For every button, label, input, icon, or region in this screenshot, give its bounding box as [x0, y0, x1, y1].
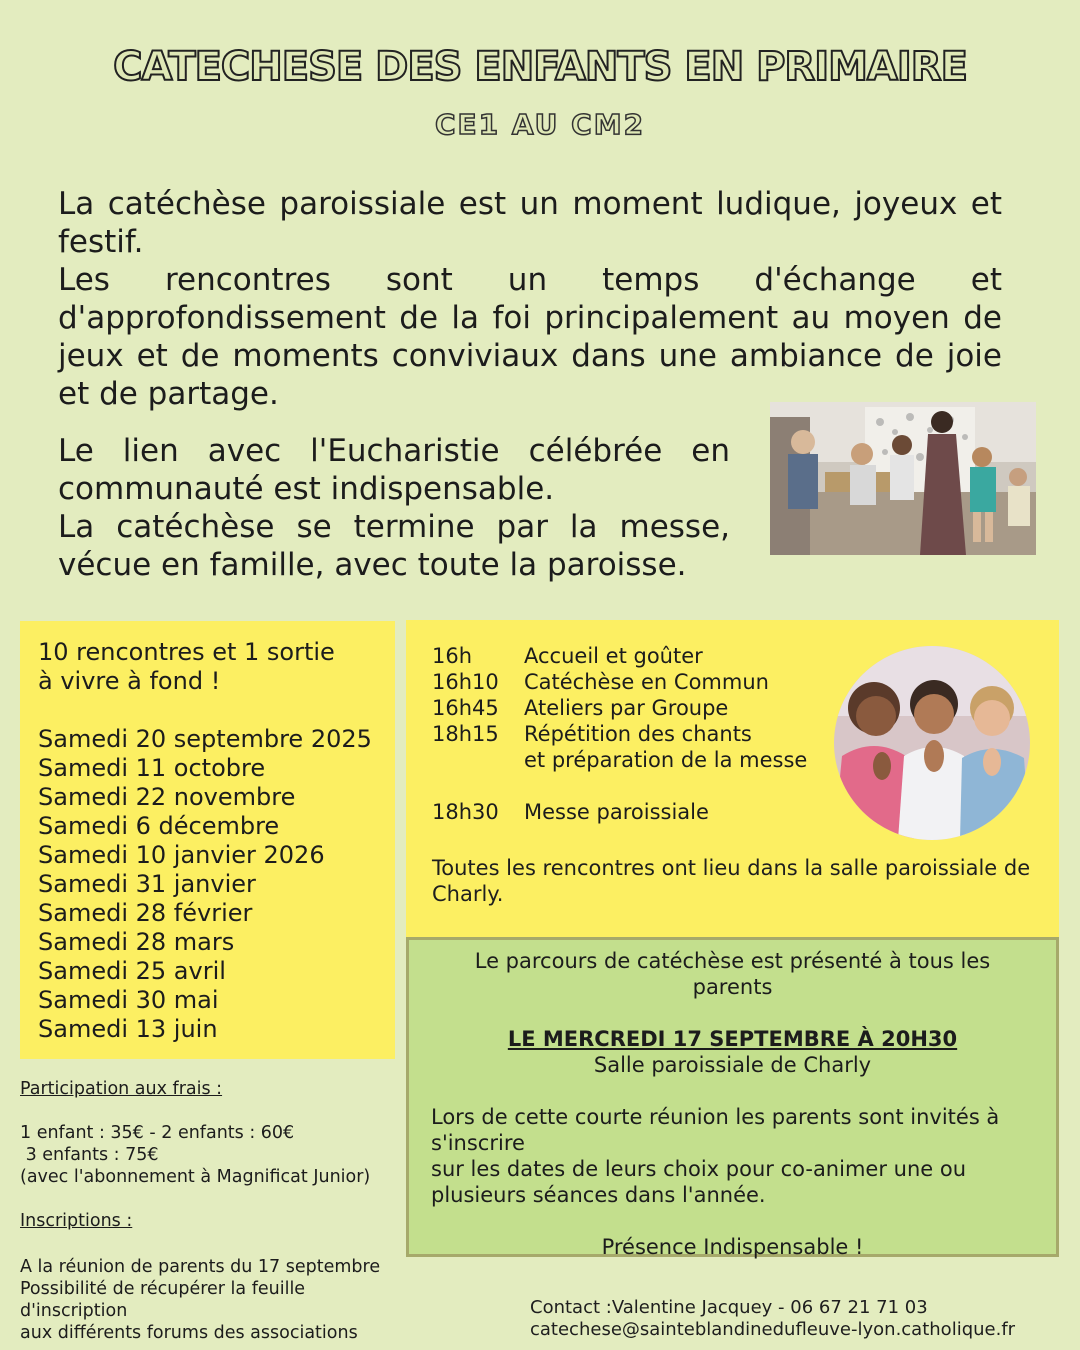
session-date: Samedi 22 novembre [38, 783, 296, 811]
schedule-label: Accueil et goûter [524, 644, 703, 668]
meeting-desc-line: plusieurs séances dans l'année. [431, 1183, 766, 1207]
schedule-label: Messe paroissiale [524, 800, 709, 824]
session-date: Samedi 20 septembre 2025 [38, 725, 372, 753]
schedule-label: et préparation de la messe [524, 748, 808, 772]
contact-email[interactable]: catechese@sainteblandinedufleuve-lyon.catholique.fr [530, 1319, 1016, 1340]
schedule-row [432, 643, 807, 669]
meeting-intro [410, 948, 1055, 1000]
inscriptions-line: Possibilité de récupérer la feuille [20, 1279, 306, 1299]
schedule-time: 16h [432, 644, 473, 668]
schedule-time: 16h45 [432, 696, 499, 720]
schedule-label: Catéchèse en Commun [524, 670, 769, 694]
inscriptions-title: Inscriptions : [20, 1211, 133, 1231]
schedule-row [432, 747, 807, 773]
intro-paragraph: Le lien avec l'Eucharistie célébrée en communauté est indispensable. [58, 433, 730, 507]
schedule-time [432, 747, 524, 773]
fees-line: 1 enfant : 35€ - 2 enfants : 60€ [20, 1123, 295, 1143]
schedule-row [432, 721, 807, 747]
fees-title: Participation aux frais : [20, 1079, 223, 1099]
inscriptions-details [20, 1256, 390, 1344]
schedule-row [432, 669, 807, 695]
fees-details [20, 1122, 370, 1188]
fees-line: 3 enfants : 75€ [20, 1145, 159, 1165]
session-date: Samedi 25 avril [38, 957, 226, 985]
venue-note: Toutes les rencontres ont lieu dans la salle paroissiale de Charly. [432, 856, 1031, 906]
meeting-desc-line: s'inscrire [431, 1131, 525, 1155]
session-date: Samedi 28 mars [38, 928, 235, 956]
meeting-place: Salle paroissiale de Charly [593, 1053, 872, 1077]
session-date: Samedi 10 janvier 2026 [38, 841, 325, 869]
schedule-row [432, 799, 807, 825]
page-subtitle: CE1 AU CM2 [434, 108, 646, 141]
schedule-time: 16h10 [432, 670, 499, 694]
schedule-list [432, 643, 807, 825]
contact-phone: Contact :Valentine Jacquey - 06 67 21 71 03 [530, 1297, 928, 1318]
children-praying-photo [834, 646, 1030, 840]
intro-paragraph: La catéchèse paroissiale est un moment ludique, joyeux et festif. [58, 186, 1002, 260]
fees-line: (avec l'abonnement à Magnificat Junior) [20, 1167, 371, 1187]
session-date: Samedi 13 juin [38, 1015, 218, 1043]
schedule-row [432, 695, 807, 721]
sessions-intro-line: 10 rencontres et 1 sortie [38, 638, 335, 666]
intro-paragraph: Les rencontres sont un temps d'échange et d'approfondissement de la foi principalement au moyen de jeux et de moments conviviaux dans une ambiance de joie et de partage. [58, 262, 1002, 412]
meeting-intro-line: Le parcours de catéchèse est présenté à tous les [474, 949, 991, 973]
meeting-desc-line: Lors de cette courte réunion les parents sont invités à [431, 1105, 1000, 1129]
contact-info [530, 1297, 1015, 1341]
inscriptions-line: A la réunion de parents du 17 septembre [20, 1257, 381, 1277]
sessions-intro [38, 638, 335, 696]
session-dates-list [38, 725, 372, 1044]
presence-note: Présence Indispensable ! [601, 1235, 864, 1259]
session-date: Samedi 30 mai [38, 986, 219, 1014]
children-activity-photo [770, 402, 1036, 555]
meeting-description [431, 1104, 1041, 1208]
schedule-label: Répétition des chants [524, 722, 752, 746]
session-date: Samedi 31 janvier [38, 870, 256, 898]
session-date: Samedi 6 décembre [38, 812, 280, 840]
intro-paragraph: La catéchèse se termine par la messe, vécue en famille, avec toute la paroisse. [58, 509, 730, 583]
inscriptions-line: d'inscription [20, 1301, 128, 1321]
inscriptions-line: aux différents forums des associations [20, 1323, 358, 1343]
sessions-intro-line: à vivre à fond ! [38, 667, 221, 695]
meeting-date: LE MERCREDI 17 SEPTEMBRE À 20H30 [507, 1027, 958, 1051]
meeting-desc-line: sur les dates de leurs choix pour co-animer une ou [431, 1157, 967, 1181]
intro-block-2 [58, 432, 730, 584]
session-date: Samedi 28 février [38, 899, 253, 927]
meeting-intro-line: parents [692, 975, 773, 999]
schedule-time: 18h15 [432, 722, 499, 746]
page-title: CATECHESE DES ENFANTS EN PRIMAIRE [113, 44, 967, 90]
intro-block-1 [58, 185, 1002, 413]
schedule-label: Ateliers par Groupe [524, 696, 729, 720]
session-date: Samedi 11 octobre [38, 754, 266, 782]
schedule-time: 18h30 [432, 800, 499, 824]
